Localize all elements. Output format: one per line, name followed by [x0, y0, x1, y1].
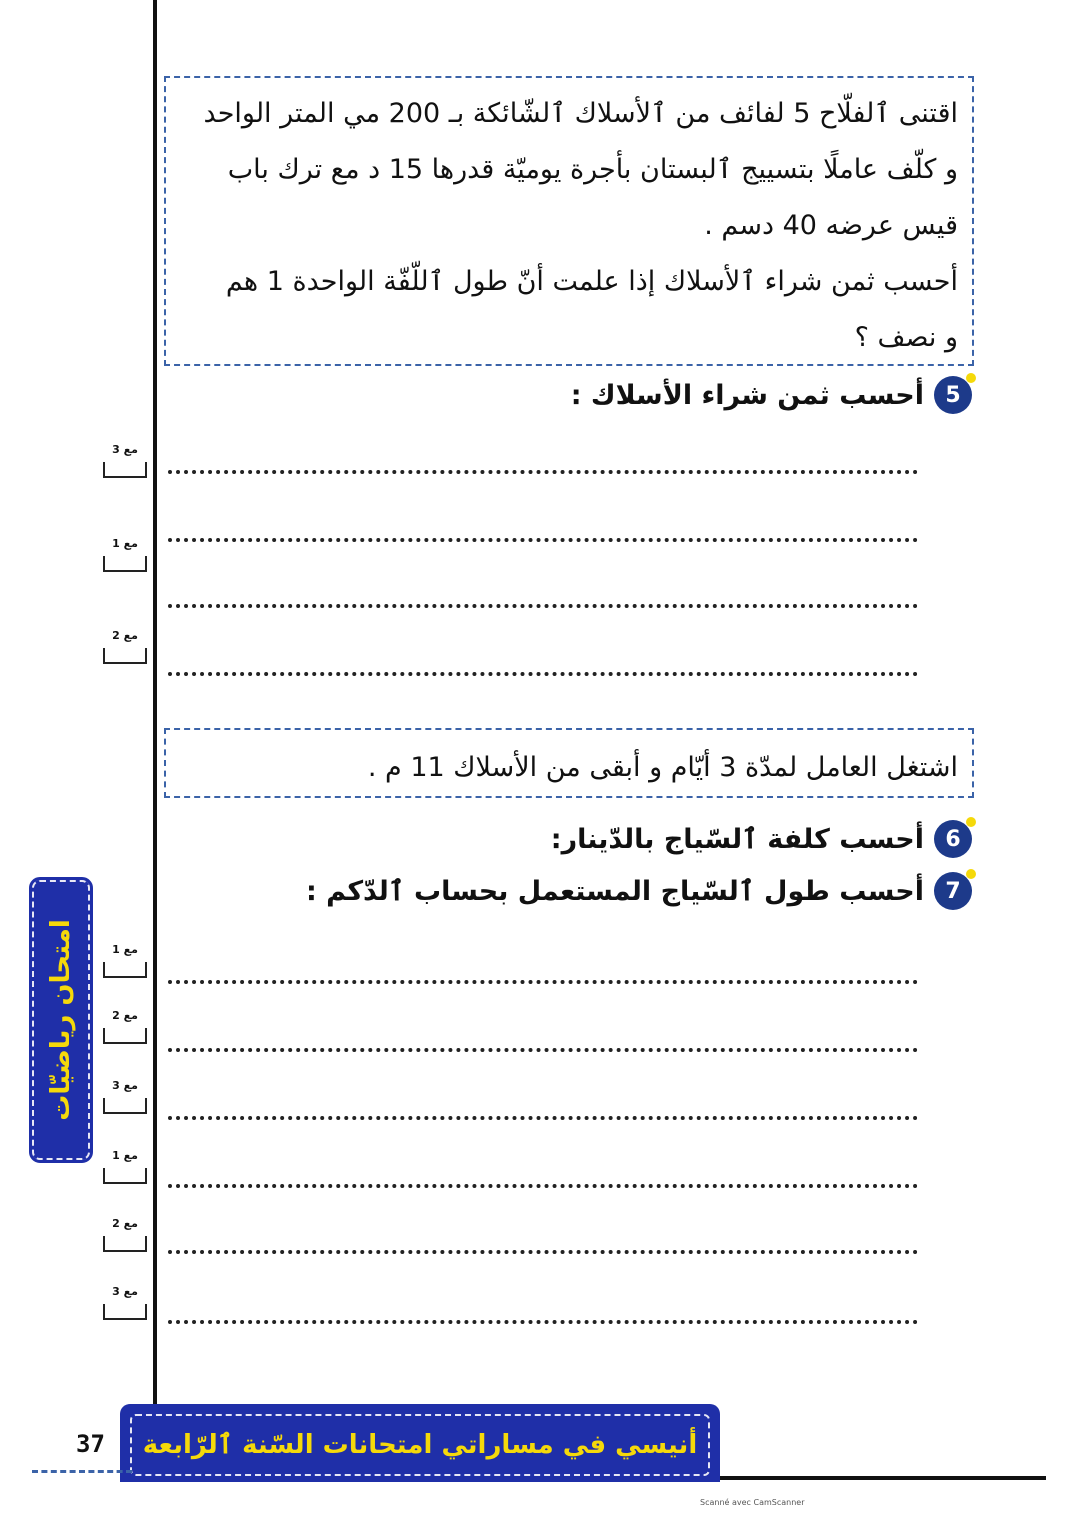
bottom-dash-rule — [32, 1470, 132, 1473]
score-box[interactable] — [100, 1286, 150, 1326]
bottom-rule — [720, 1476, 1046, 1480]
answer-line[interactable] — [168, 470, 918, 474]
score-bracket — [103, 462, 147, 478]
score-bracket — [103, 1028, 147, 1044]
side-tab — [32, 880, 90, 1160]
question-number-badge: 7 — [934, 872, 972, 910]
margin-rule — [153, 0, 157, 1478]
problem-box-2 — [164, 728, 974, 798]
question-text: أحسب ثمن شراء الأسلاك : — [570, 379, 924, 411]
side-tab-label: امتحان رياضيّات — [46, 919, 76, 1121]
score-label: مع 1 — [112, 537, 138, 550]
score-label: مع 2 — [112, 1217, 138, 1230]
question-text: أحسب كلفة ٱلسّياج بالدّينار: — [550, 823, 924, 855]
answer-line[interactable] — [168, 980, 918, 984]
score-box[interactable] — [100, 1080, 150, 1120]
score-bracket — [103, 1236, 147, 1252]
answer-line[interactable] — [168, 1116, 918, 1120]
answer-line[interactable] — [168, 538, 918, 542]
score-box[interactable] — [100, 944, 150, 984]
score-label: مع 3 — [112, 443, 138, 456]
question-7 — [306, 872, 972, 910]
score-box[interactable] — [100, 1150, 150, 1190]
score-label: مع 3 — [112, 1285, 138, 1298]
score-label: مع 3 — [112, 1079, 138, 1092]
score-box[interactable] — [100, 1218, 150, 1258]
score-bracket — [103, 1168, 147, 1184]
problem-line: و كلّف عاملًا بتسييج ٱلبستان بأجرة يوميّة قدرها 15 د مع ترك باب — [227, 154, 958, 185]
score-box[interactable] — [100, 538, 150, 578]
problem-line: اشتغل العامل لمدّة 3 أيّام و أبقى من الأسلاك 11 م . — [367, 752, 958, 783]
answer-line[interactable] — [168, 1250, 918, 1254]
answer-line[interactable] — [168, 1184, 918, 1188]
score-bracket — [103, 648, 147, 664]
problem-line: و نصف ؟ — [854, 322, 958, 353]
score-bracket — [103, 556, 147, 572]
problem-box-1 — [164, 76, 974, 366]
question-number-badge: 5 — [934, 376, 972, 414]
score-box[interactable] — [100, 1010, 150, 1050]
answer-line[interactable] — [168, 1048, 918, 1052]
question-number-badge: 6 — [934, 820, 972, 858]
problem-line: أحسب ثمن شراء ٱلأسلاك إذا علمت أنّ طول ٱللّفّة الواحدة 1 هم — [225, 266, 958, 297]
score-bracket — [103, 1098, 147, 1114]
footer-banner — [120, 1404, 720, 1482]
question-5 — [571, 376, 972, 414]
question-6 — [551, 820, 972, 858]
score-label: مع 1 — [112, 943, 138, 956]
score-bracket — [103, 1304, 147, 1320]
score-label: مع 1 — [112, 1149, 138, 1162]
scan-watermark: Scanné avec CamScanner — [700, 1498, 805, 1507]
score-box[interactable] — [100, 444, 150, 484]
answer-line[interactable] — [168, 672, 918, 676]
score-box[interactable] — [100, 630, 150, 670]
footer-title: أنيسي في مساراتي امتحانات السّنة ٱلرّابعة — [142, 1430, 698, 1460]
answer-line[interactable] — [168, 1320, 918, 1324]
footer-banner-inner — [130, 1414, 710, 1476]
score-label: مع 2 — [112, 1009, 138, 1022]
score-bracket — [103, 962, 147, 978]
answer-line[interactable] — [168, 604, 918, 608]
question-text: أحسب طول ٱلسّياج المستعمل بحساب ٱلدّكم : — [305, 875, 924, 907]
score-label: مع 2 — [112, 629, 138, 642]
page-number: 37 — [76, 1430, 105, 1458]
problem-line: اقتنى ٱلفلّاح 5 لفائف من ٱلأسلاك ٱلشّائكة بـ 200 مي المتر الواحد — [203, 98, 958, 129]
problem-line: قيس عرضه 40 دسم . — [704, 210, 958, 241]
